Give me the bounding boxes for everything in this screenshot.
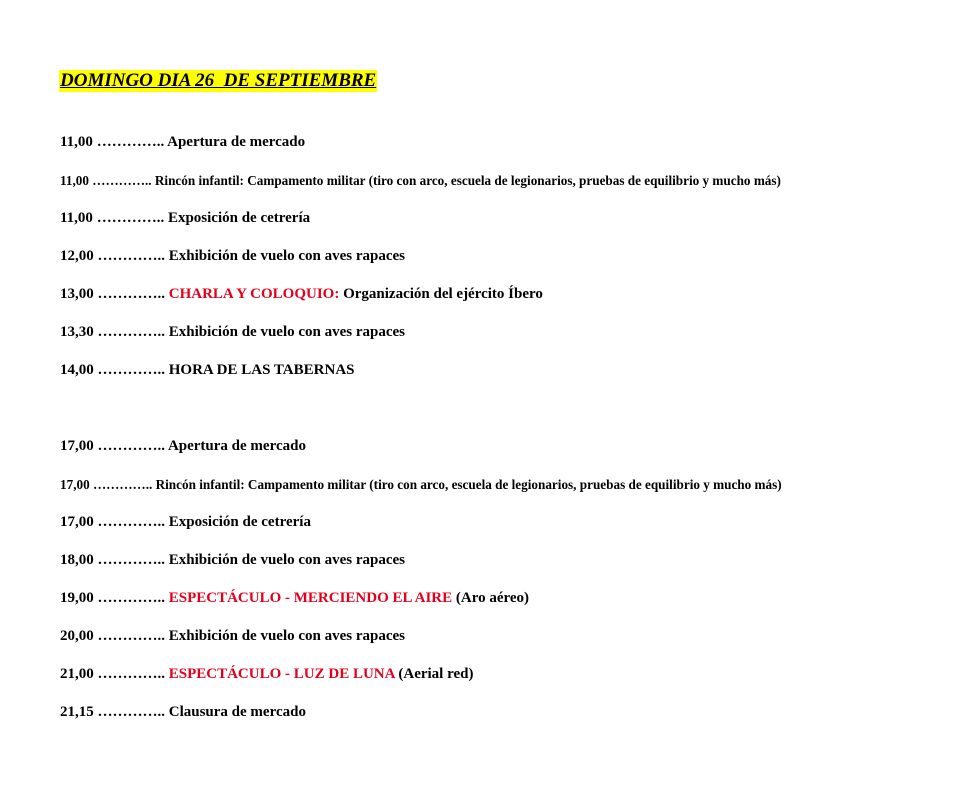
event-leader-dots: ………….. (97, 590, 165, 606)
event-time: 11,00 (60, 134, 93, 150)
page-title: DOMINGO DIA 26 DE SEPTIEMBRE (60, 70, 377, 91)
schedule-row (60, 172, 781, 190)
event-leader-dots: ………….. (97, 286, 165, 302)
event-time: 13,00 (60, 286, 94, 302)
schedule-row (60, 209, 310, 227)
event-leader-dots: ………….. (96, 134, 165, 150)
event-time: 19,00 (60, 590, 94, 606)
schedule-row (60, 627, 405, 645)
event-text: (Aerial red) (398, 666, 474, 682)
schedule-row (60, 665, 474, 683)
event-text: Rincón infantil: Campamento militar (tiro con arco, escuela de legionarios, pruebas de equilibrio y mucho más) (155, 477, 782, 492)
event-text: Exposición de cetrería (168, 514, 311, 530)
event-text: Exhibición de vuelo con aves rapaces (168, 248, 406, 264)
event-text: Clausura de mercado (168, 704, 306, 720)
event-leader-dots: ………….. (96, 210, 165, 226)
event-leader-dots: ………….. (97, 514, 165, 530)
schedule-row (60, 589, 529, 607)
event-text: (Aro aéreo) (455, 590, 530, 606)
schedule-row (60, 703, 306, 721)
event-text: Exhibición de vuelo con aves rapaces (168, 628, 406, 644)
event-text: Exhibición de vuelo con aves rapaces (168, 552, 406, 568)
event-time: 18,00 (60, 552, 94, 568)
event-leader-dots: ………….. (92, 173, 152, 188)
event-time: 17,00 (60, 438, 94, 454)
event-time: 20,00 (60, 628, 94, 644)
schedule-row (60, 551, 405, 569)
schedule-row (60, 133, 305, 151)
event-leader-dots: ………….. (97, 362, 165, 378)
event-leader-dots: ………….. (92, 477, 153, 492)
event-leader-dots: ………….. (97, 628, 165, 644)
event-leader-dots: ………….. (97, 704, 165, 720)
event-text: Exhibición de vuelo con aves rapaces (168, 324, 406, 340)
schedule-row (60, 437, 306, 455)
event-time: 11,00 (60, 210, 93, 226)
event-text: Organización del ejército Íbero (343, 286, 543, 302)
event-text: Apertura de mercado (167, 438, 306, 454)
event-highlight: ESPECTÁCULO - LUZ DE LUNA (168, 666, 399, 682)
event-time: 17,00 (60, 514, 94, 530)
event-leader-dots: ………….. (97, 324, 165, 340)
schedule-row (60, 361, 355, 379)
event-leader-dots: ………….. (97, 666, 165, 682)
event-highlight: ESPECTÁCULO - MERCIENDO EL AIRE (168, 590, 456, 606)
event-leader-dots: ………….. (97, 552, 165, 568)
event-highlight: CHARLA Y COLOQUIO: (168, 286, 344, 302)
schedule-row (60, 285, 543, 303)
event-leader-dots: ………….. (97, 248, 165, 264)
event-time: 14,00 (60, 362, 94, 378)
schedule-row (60, 513, 311, 531)
event-text: HORA DE LAS TABERNAS (168, 362, 355, 378)
event-time: 21,00 (60, 666, 94, 682)
event-time: 13,30 (60, 324, 94, 340)
event-time: 17,00 (60, 477, 90, 492)
event-text: Exposición de cetrería (167, 210, 311, 226)
event-text: Rincón infantil: Campamento militar (tiro con arco, escuela de legionarios, pruebas de equilibrio y mucho más) (154, 173, 781, 188)
event-leader-dots: ………….. (97, 438, 165, 454)
event-time: 21,15 (60, 704, 94, 720)
schedule-row (60, 247, 405, 265)
schedule-row (60, 476, 782, 494)
event-time: 11,00 (60, 173, 89, 188)
schedule-row (60, 323, 405, 341)
event-time: 12,00 (60, 248, 94, 264)
event-text: Apertura de mercado (167, 134, 306, 150)
